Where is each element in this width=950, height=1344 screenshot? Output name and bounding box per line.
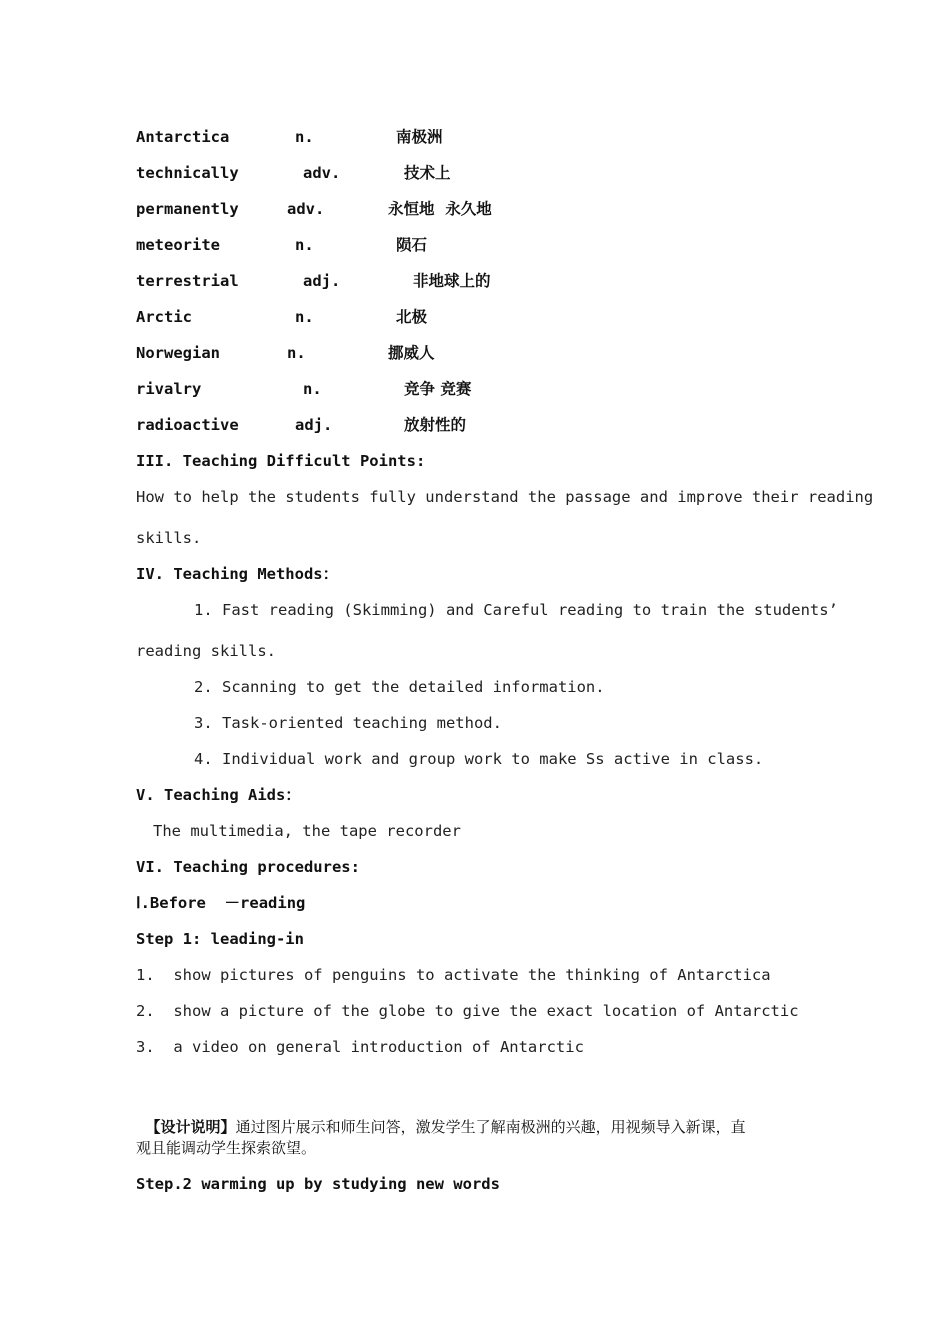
section-heading: IV. Teaching Methods：	[136, 565, 339, 583]
list-item: 2. show a picture of the globe to give the exact location of Antarctic	[136, 1002, 799, 1020]
vocab-pos: n.	[295, 236, 314, 254]
design-note-continuation: 观且能调动学生探索欲望。	[136, 1139, 317, 1157]
vocab-word: technically	[136, 164, 239, 182]
paragraph-text: The multimedia, the tape recorder	[153, 822, 461, 840]
vocab-pos: n.	[295, 308, 314, 326]
paragraph-text: skills.	[136, 529, 202, 547]
vocab-pos: adj.	[295, 416, 333, 434]
vocab-meaning: 非地球上的	[413, 272, 491, 290]
list-item: 2. Scanning to get the detailed information.	[194, 678, 605, 696]
step-heading: Step 1: leading-in	[136, 930, 304, 948]
vocab-meaning: 技术上	[404, 164, 451, 182]
step-heading: Step.2 warming up by studying new words	[136, 1175, 500, 1193]
section-heading: V. Teaching Aids：	[136, 786, 301, 804]
vocab-word: rivalry	[136, 380, 202, 398]
vocab-meaning: 南极洲	[396, 128, 443, 146]
vocab-word: radioactive	[136, 416, 239, 434]
vocab-pos: n.	[295, 128, 314, 146]
list-item: 1. Fast reading (Skimming) and Careful reading to train the students’	[194, 601, 838, 619]
design-note-label: 【设计说明】	[145, 1118, 236, 1136]
design-note-text: 通过图片展示和师生问答，激发学生了解南极洲的兴趣，用视频导入新课，直	[235, 1118, 746, 1136]
vocab-meaning: 北极	[396, 308, 428, 326]
list-item: 3. Task-oriented teaching method.	[194, 714, 502, 732]
vocab-word: permanently	[136, 200, 239, 218]
vocab-word: Norwegian	[136, 344, 220, 362]
vocab-meaning: 挪威人	[388, 344, 435, 362]
vocab-pos: adv.	[303, 164, 341, 182]
list-item: 4. Individual work and group work to make Ss active in class.	[194, 750, 764, 768]
list-item-continuation: reading skills.	[136, 642, 276, 660]
paragraph-text: How to help the students fully understand the passage and improve their reading	[136, 488, 874, 506]
vocab-word: Arctic	[136, 308, 192, 326]
vocab-word: Antarctica	[136, 128, 230, 146]
vocab-meaning: 竞争 竞赛	[404, 380, 472, 398]
subsection-heading: Ⅰ.Before －reading	[136, 894, 306, 912]
design-note	[136, 1097, 746, 1137]
list-item: 1. show pictures of penguins to activate the thinking of Antarctica	[136, 966, 771, 984]
section-heading: VI. Teaching procedures:	[136, 858, 360, 876]
vocab-pos: n.	[303, 380, 322, 398]
vocab-pos: adv.	[287, 200, 325, 218]
vocab-pos: adj.	[303, 272, 341, 290]
vocab-meaning: 放射性的	[404, 416, 467, 434]
section-heading: III. Teaching Difficult Points:	[136, 452, 426, 470]
vocab-meaning: 陨石	[396, 236, 428, 254]
vocab-word: terrestrial	[136, 272, 239, 290]
list-item: 3. a video on general introduction of Antarctic	[136, 1038, 584, 1056]
vocab-meaning: 永恒地 永久地	[388, 200, 492, 218]
vocab-word: meteorite	[136, 236, 220, 254]
vocab-pos: n.	[287, 344, 306, 362]
